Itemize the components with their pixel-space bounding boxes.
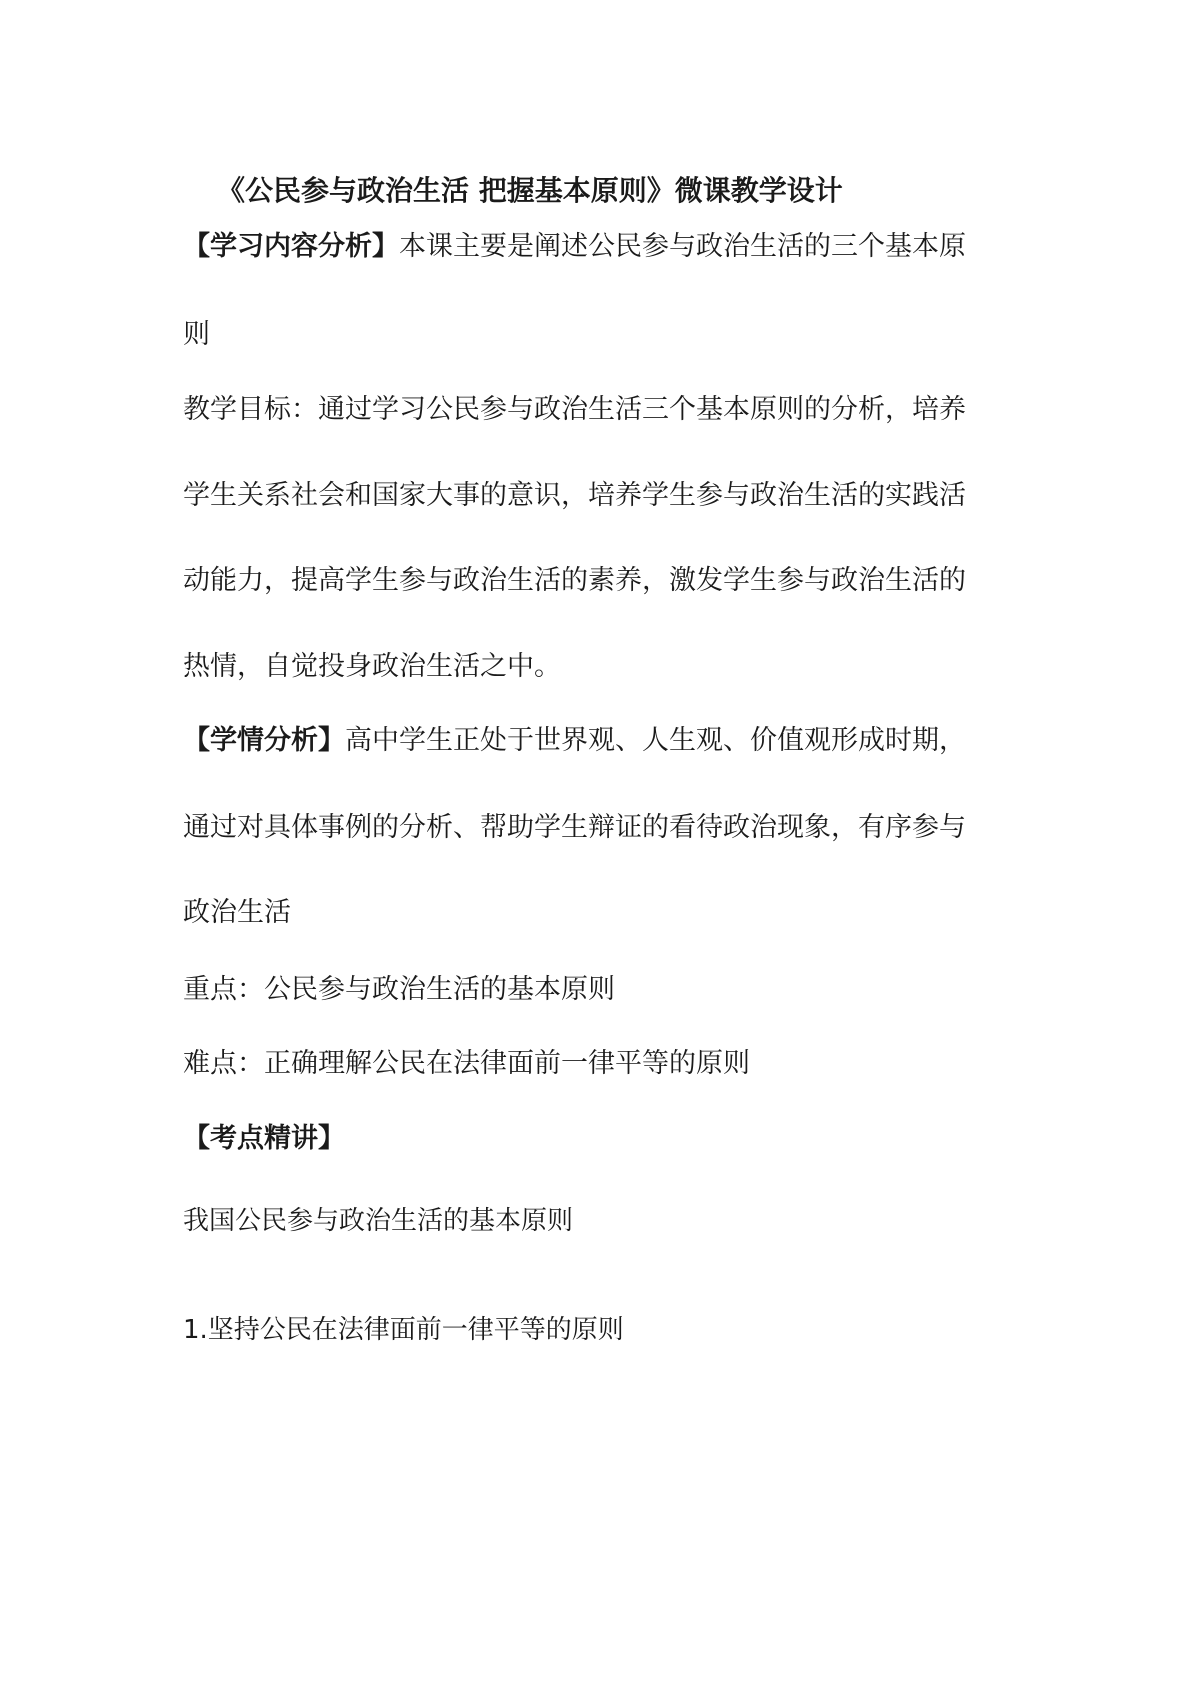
principles-title: 我国公民参与政治生活的基本原则 (183, 1206, 574, 1236)
difficult-point: 难点：正确理解公民在法律面前一律平等的原则 (183, 1048, 750, 1079)
student-analysis-line-3: 政治生活 (183, 897, 291, 928)
content-analysis-line-2: 则 (183, 319, 210, 350)
teaching-goal-line-2: 学生关系社会和国家大事的意识，培养学生参与政治生活的实践活 (183, 480, 966, 511)
content-analysis-text: 本课主要是阐述公民参与政治生活的三个基本原 (399, 231, 966, 262)
student-analysis-paragraph (183, 723, 966, 759)
teaching-goal-line-3: 动能力，提高学生参与政治生活的素养，激发学生参与政治生活的 (183, 565, 966, 596)
content-analysis-heading: 【学习内容分析】 (183, 231, 399, 262)
student-analysis-text: 高中学生正处于世界观、人生观、价值观形成时期， (345, 725, 966, 756)
document-title: 《公民参与政治生活 把握基本原则》微课教学设计 (217, 174, 843, 207)
teaching-goal-line-1: 教学目标：通过学习公民参与政治生活三个基本原则的分析，培养 (183, 394, 966, 425)
principle-1: 1.坚持公民在法律面前一律平等的原则 (183, 1315, 624, 1345)
key-point: 重点：公民参与政治生活的基本原则 (183, 974, 615, 1005)
student-analysis-heading: 【学情分析】 (183, 725, 345, 756)
content-analysis-paragraph (183, 229, 966, 265)
student-analysis-line-2: 通过对具体事例的分析、帮助学生辩证的看待政治现象，有序参与 (183, 812, 966, 843)
teaching-goal-line-4: 热情，自觉投身政治生活之中。 (183, 651, 561, 682)
exam-points-heading: 【考点精讲】 (183, 1123, 345, 1154)
